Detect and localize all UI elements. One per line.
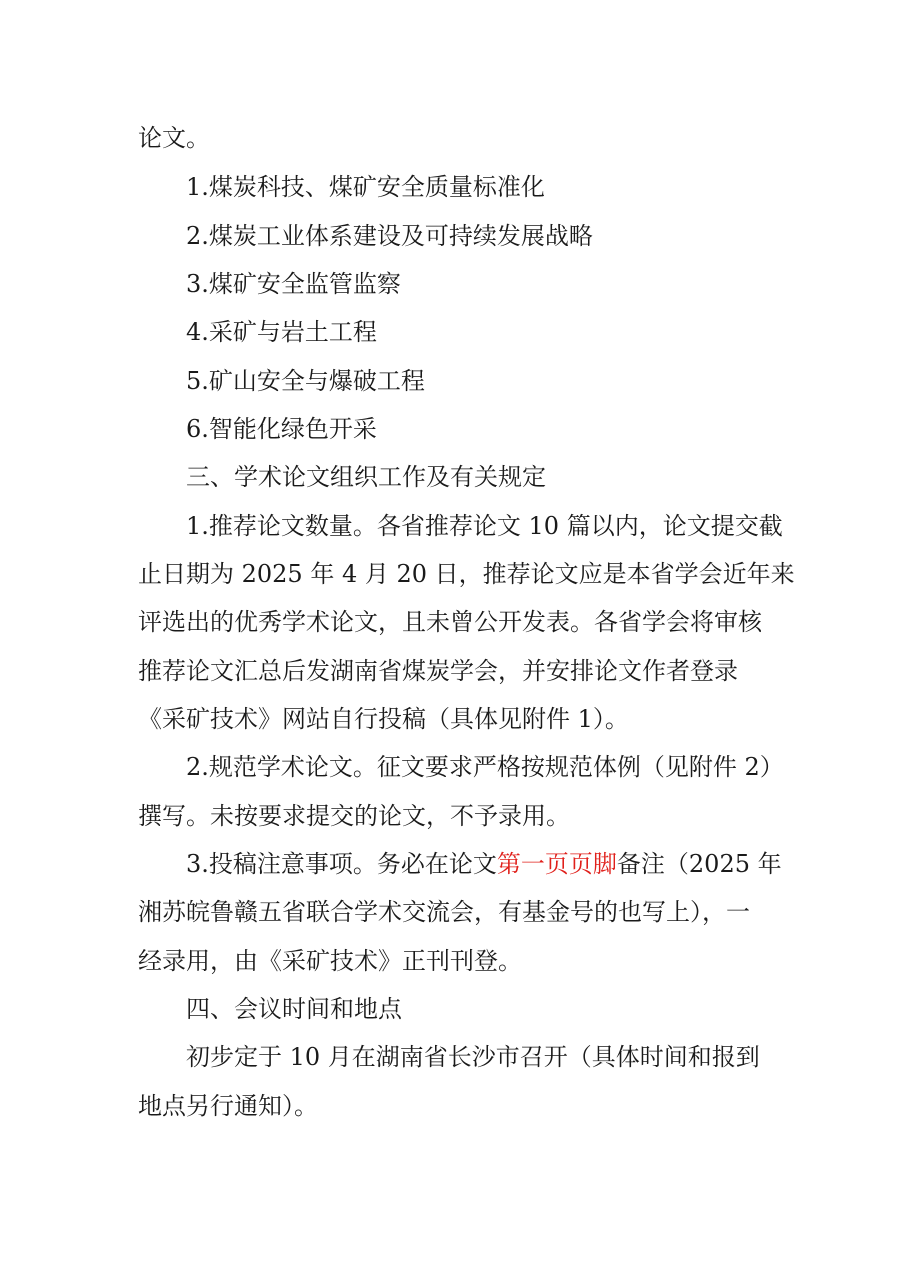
topic-item-1: 1.煤炭科技、煤矿安全质量标准化 — [186, 173, 545, 201]
paragraph-line: 评选出的优秀学术论文，且未曾公开发表。各省学会将审核 — [138, 608, 762, 636]
paragraph-line: 湘苏皖鲁赣五省联合学术交流会，有基金号的也写上），一 — [138, 898, 750, 926]
paragraph-line-highlight — [186, 848, 782, 880]
topic-item-4: 4.采矿与岩土工程 — [186, 318, 377, 346]
section-heading-4: 四、会议时间和地点 — [186, 995, 402, 1023]
paragraph-line: 地点另行通知）。 — [138, 1092, 318, 1120]
paragraph-line: 经录用，由《采矿技术》正刊刊登。 — [138, 947, 522, 975]
paragraph-line: 推荐论文汇总后发湖南省煤炭学会，并安排论文作者登录 — [138, 657, 738, 685]
topic-item-6: 6.智能化绿色开采 — [186, 415, 377, 443]
paragraph-line: 初步定于 10 月在湖南省长沙市召开（具体时间和报到 — [186, 1043, 760, 1071]
topic-item-3: 3.煤矿安全监管监察 — [186, 270, 401, 298]
topic-item-2: 2.煤炭工业体系建设及可持续发展战略 — [186, 222, 593, 250]
paragraph-line: 1.推荐论文数量。各省推荐论文 10 篇以内，论文提交截 — [186, 512, 783, 540]
paragraph-line: 2.规范学术论文。征文要求严格按规范体例（见附件 2） — [186, 753, 784, 781]
text-segment: 备注（2025 年 — [616, 850, 782, 878]
text-line: 论文。 — [138, 124, 210, 152]
topic-item-5: 5.矿山安全与爆破工程 — [186, 367, 425, 395]
text-segment: 3.投稿注意事项。务必在论文 — [186, 850, 497, 878]
section-heading-3: 三、学术论文组织工作及有关规定 — [186, 463, 546, 491]
highlighted-text: 第一页页脚 — [496, 850, 617, 878]
paragraph-line: 撰写。未按要求提交的论文，不予录用。 — [138, 802, 570, 830]
paragraph-line: 止日期为 2025 年 4 月 20 日，推荐论文应是本省学会近年来 — [138, 560, 795, 588]
paragraph-line: 《采矿技术》网站自行投稿（具体见附件 1）。 — [138, 705, 629, 733]
